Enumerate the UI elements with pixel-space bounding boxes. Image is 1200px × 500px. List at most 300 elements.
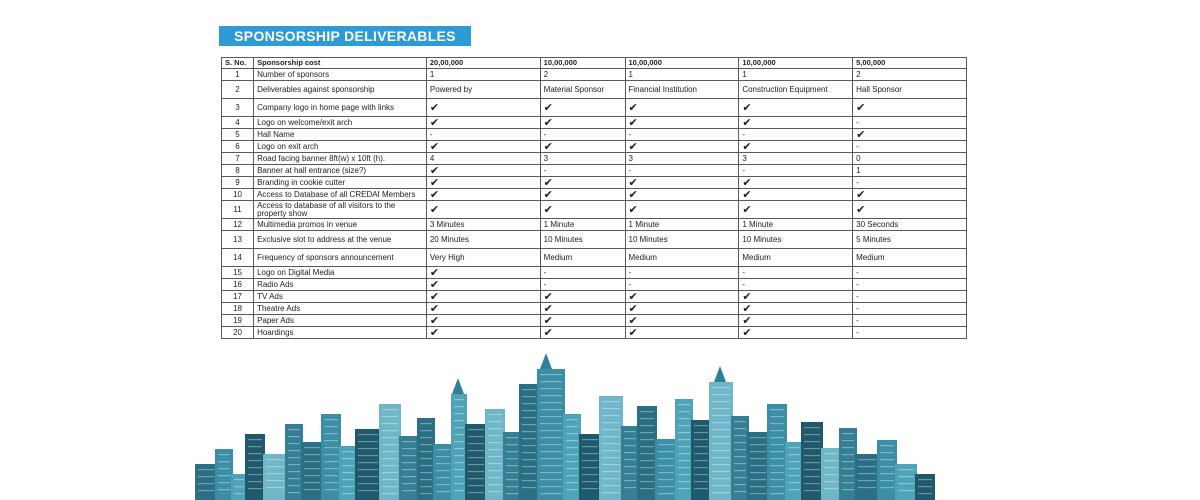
check-icon: ✔ (426, 141, 540, 153)
building-window-line (488, 442, 502, 443)
building-window-line (602, 408, 620, 409)
building-window-line (566, 475, 578, 476)
building-window-line (402, 490, 416, 491)
building-window-line (342, 486, 354, 487)
building-window-line (342, 458, 354, 459)
row-number: 6 (222, 141, 254, 153)
building-window-line (624, 466, 636, 467)
building-window-line (824, 453, 838, 454)
building-window-line (522, 410, 536, 411)
check-icon: ✔ (853, 201, 967, 219)
building-window-line (750, 472, 766, 473)
building-window-line (402, 469, 416, 470)
building-window-line (358, 462, 378, 463)
building-window-line (602, 471, 620, 472)
building-window-line (506, 437, 518, 438)
building-shape (465, 424, 487, 500)
deliverable-name: TV Ads (254, 291, 427, 303)
building-window-line (712, 457, 730, 458)
building-window-line (678, 425, 690, 426)
building-window-line (658, 493, 674, 494)
table-cell: 10 Minutes (739, 231, 853, 249)
row-number: 19 (222, 315, 254, 327)
building-window-line (540, 486, 562, 487)
building-spire (714, 366, 726, 382)
building-window-line (522, 396, 536, 397)
building-window-line (506, 465, 518, 466)
deliverable-name: Hall Name (254, 129, 427, 141)
deliverable-name: Access to Database of all CREDAI Members (254, 189, 427, 201)
deliverable-name: Frequency of sponsors announcement (254, 249, 427, 267)
row-number: 13 (222, 231, 254, 249)
column-header: 10,00,000 (625, 58, 739, 69)
check-icon: ✔ (426, 165, 540, 177)
building-window-line (582, 453, 598, 454)
city-skyline-icon (195, 354, 935, 500)
table-row (222, 69, 967, 81)
building-window-line (712, 450, 730, 451)
building-window-line (402, 455, 416, 456)
building-window-line (454, 448, 464, 449)
building-window-line (522, 466, 536, 467)
building-window-line (640, 432, 654, 433)
building-window-line (248, 453, 262, 454)
building-window-line (288, 485, 300, 486)
table-row (222, 141, 967, 153)
deliverable-name: Paper Ads (254, 315, 427, 327)
table-row (222, 201, 967, 219)
building-window-line (640, 467, 654, 468)
building-window-line (624, 452, 636, 453)
building-window-line (640, 488, 654, 489)
table-cell: - (853, 117, 967, 129)
building-window-line (420, 493, 432, 494)
building-window-line (468, 471, 484, 472)
check-icon: ✔ (426, 267, 540, 279)
building-window-line (788, 454, 800, 455)
building-window-line (842, 447, 854, 448)
building-window-line (640, 453, 654, 454)
building-window-line (678, 411, 690, 412)
check-icon: ✔ (426, 177, 540, 189)
building-window-line (712, 492, 730, 493)
table-cell: 1 Minute (625, 219, 739, 231)
building-window-line (540, 381, 562, 382)
row-number: 12 (222, 219, 254, 231)
table-cell: Medium (625, 249, 739, 267)
page-title: SPONSORSHIP DELIVERABLES (219, 26, 471, 46)
building-window-line (198, 483, 214, 484)
building-window-line (248, 474, 262, 475)
building-window-line (288, 457, 300, 458)
building-window-line (880, 452, 894, 453)
building-window-line (540, 451, 562, 452)
row-number: 8 (222, 165, 254, 177)
building-window-line (304, 482, 320, 483)
building-window-line (420, 444, 432, 445)
building-window-line (488, 456, 502, 457)
building-window-line (678, 439, 690, 440)
building-window-line (288, 450, 300, 451)
building-window-line (198, 476, 214, 477)
row-number: 3 (222, 99, 254, 117)
row-number: 11 (222, 201, 254, 219)
building-window-line (750, 437, 766, 438)
building-window-line (880, 445, 894, 446)
building-window-line (358, 455, 378, 456)
building-window-line (342, 472, 354, 473)
check-icon: ✔ (625, 315, 739, 327)
check-icon: ✔ (540, 201, 625, 219)
building-window-line (522, 424, 536, 425)
building-window-line (468, 429, 484, 430)
building-window-line (358, 441, 378, 442)
building-window-line (522, 431, 536, 432)
building-window-line (678, 446, 690, 447)
building-window-line (342, 493, 354, 494)
building-window-line (770, 430, 784, 431)
building-window-line (734, 477, 746, 478)
building-window-line (488, 484, 502, 485)
building-shape (855, 454, 879, 500)
building-window-line (248, 488, 262, 489)
building-window-line (582, 467, 598, 468)
building-window-line (804, 427, 820, 428)
table-row (222, 189, 967, 201)
building-window-line (420, 437, 432, 438)
building-window-line (750, 444, 766, 445)
table-cell: Medium (739, 249, 853, 267)
building-window-line (342, 451, 354, 452)
building-window-line (788, 461, 800, 462)
building-window-line (454, 462, 464, 463)
building-shape (215, 449, 233, 500)
building-window-line (522, 452, 536, 453)
building-window-line (712, 429, 730, 430)
building-window-line (522, 473, 536, 474)
building-window-line (522, 445, 536, 446)
table-cell: - (853, 141, 967, 153)
building-window-line (678, 404, 690, 405)
building-window-line (824, 474, 838, 475)
check-icon: ✔ (739, 189, 853, 201)
building-window-line (842, 468, 854, 469)
building-window-line (454, 420, 464, 421)
building-window-line (788, 447, 800, 448)
building-window-line (288, 492, 300, 493)
building-window-line (454, 399, 464, 400)
building-window-line (288, 464, 300, 465)
building-window-line (454, 441, 464, 442)
check-icon: ✔ (426, 279, 540, 291)
building-shape (301, 442, 323, 500)
building-window-line (734, 421, 746, 422)
check-icon: ✔ (540, 117, 625, 129)
check-icon: ✔ (426, 99, 540, 117)
building-window-line (602, 464, 620, 465)
building-window-line (898, 476, 914, 477)
building-window-line (420, 479, 432, 480)
building-window-line (454, 455, 464, 456)
check-icon: ✔ (426, 189, 540, 201)
table-row (222, 291, 967, 303)
deliverable-name: Radio Ads (254, 279, 427, 291)
building-window-line (770, 486, 784, 487)
deliverable-name: Branding in cookie cutter (254, 177, 427, 189)
building-window-line (804, 448, 820, 449)
deliverable-name: Deliverables against sponsorship (254, 81, 427, 99)
building-window-line (770, 472, 784, 473)
building-window-line (804, 462, 820, 463)
table-cell: 1 Minute (739, 219, 853, 231)
building-window-line (918, 493, 932, 494)
building-window-line (624, 438, 636, 439)
deliverable-name: Exclusive slot to address at the venue (254, 231, 427, 249)
building-window-line (382, 437, 398, 438)
building-window-line (468, 492, 484, 493)
building-window-line (420, 465, 432, 466)
building-shape (785, 442, 803, 500)
building-window-line (602, 450, 620, 451)
building-window-line (770, 458, 784, 459)
building-window-line (234, 479, 244, 480)
building-window-line (506, 458, 518, 459)
building-window-line (640, 411, 654, 412)
building-window-line (640, 474, 654, 475)
table-cell: - (739, 267, 853, 279)
check-icon: ✔ (625, 117, 739, 129)
building-window-line (454, 413, 464, 414)
table-cell: 1 (625, 69, 739, 81)
building-window-line (420, 458, 432, 459)
building-window-line (454, 434, 464, 435)
building-spire (452, 378, 464, 394)
column-header: S. No. (222, 58, 254, 69)
row-number: 2 (222, 81, 254, 99)
building-window-line (804, 434, 820, 435)
building-window-line (858, 473, 876, 474)
building-window-line (566, 419, 578, 420)
building-window-line (770, 416, 784, 417)
building-window-line (198, 490, 214, 491)
building-window-line (602, 485, 620, 486)
building-window-line (436, 463, 450, 464)
table-cell: 0 (853, 153, 967, 165)
building-window-line (582, 446, 598, 447)
building-shape (599, 396, 623, 500)
building-window-line (540, 409, 562, 410)
table-cell: - (540, 129, 625, 141)
building-shape (709, 382, 733, 500)
building-window-line (880, 466, 894, 467)
building-window-line (468, 485, 484, 486)
column-header: 5,00,000 (853, 58, 967, 69)
table-cell: 3 (739, 153, 853, 165)
building-window-line (382, 465, 398, 466)
building-window-line (324, 419, 338, 420)
building-window-line (488, 421, 502, 422)
deliverable-name: Banner at hall entrance (size?) (254, 165, 427, 177)
building-window-line (324, 454, 338, 455)
deliverable-name: Logo on exit arch (254, 141, 427, 153)
table-cell: Medium (540, 249, 625, 267)
sponsorship-table (221, 57, 967, 339)
table-row (222, 219, 967, 231)
building-window-line (288, 429, 300, 430)
building-window-line (382, 479, 398, 480)
building-window-line (248, 439, 262, 440)
building-window-line (678, 488, 690, 489)
building-window-line (624, 445, 636, 446)
building-window-line (770, 423, 784, 424)
table-row (222, 231, 967, 249)
building-window-line (658, 444, 674, 445)
building-window-line (770, 444, 784, 445)
building-window-line (382, 444, 398, 445)
building-window-line (694, 467, 708, 468)
row-number: 5 (222, 129, 254, 141)
building-window-line (750, 458, 766, 459)
building-window-line (602, 422, 620, 423)
building-window-line (640, 439, 654, 440)
building-window-line (640, 425, 654, 426)
building-window-line (734, 470, 746, 471)
table-cell: 1 (853, 165, 967, 177)
table-row (222, 177, 967, 189)
building-window-line (436, 470, 450, 471)
table-cell: 20 Minutes (426, 231, 540, 249)
table-cell: 10 Minutes (540, 231, 625, 249)
building-window-line (804, 469, 820, 470)
building-window-line (304, 468, 320, 469)
building-window-line (324, 475, 338, 476)
building-window-line (602, 457, 620, 458)
building-window-line (382, 486, 398, 487)
building-window-line (658, 472, 674, 473)
building-window-line (468, 457, 484, 458)
building-window-line (566, 440, 578, 441)
building-window-line (678, 467, 690, 468)
building-window-line (624, 459, 636, 460)
deliverable-name: Logo on Digital Media (254, 267, 427, 279)
building-window-line (402, 476, 416, 477)
building-window-line (734, 491, 746, 492)
building-window-line (602, 415, 620, 416)
table-cell: 3 Minutes (426, 219, 540, 231)
building-window-line (304, 454, 320, 455)
check-icon: ✔ (625, 177, 739, 189)
building-window-line (506, 444, 518, 445)
building-window-line (488, 428, 502, 429)
building-window-line (566, 454, 578, 455)
building-window-line (694, 425, 708, 426)
building-window-line (824, 481, 838, 482)
building-window-line (324, 482, 338, 483)
building-window-line (658, 451, 674, 452)
building-window-line (288, 471, 300, 472)
table-cell: 2 (540, 69, 625, 81)
building-window-line (304, 475, 320, 476)
building-window-line (358, 469, 378, 470)
check-icon: ✔ (739, 327, 853, 339)
building-window-line (420, 430, 432, 431)
column-header: 20,00,000 (426, 58, 540, 69)
table-cell: Medium (853, 249, 967, 267)
building-window-line (658, 458, 674, 459)
table-cell: - (853, 279, 967, 291)
building-window-line (266, 459, 284, 460)
column-header: 10,00,000 (540, 58, 625, 69)
building-window-line (582, 481, 598, 482)
check-icon: ✔ (540, 303, 625, 315)
building-window-line (804, 455, 820, 456)
building-window-line (770, 437, 784, 438)
building-window-line (918, 479, 932, 480)
building-window-line (324, 433, 338, 434)
table-row (222, 315, 967, 327)
building-window-line (218, 461, 230, 462)
building-window-line (540, 402, 562, 403)
table-cell: - (853, 177, 967, 189)
building-window-line (694, 474, 708, 475)
building-window-line (540, 388, 562, 389)
building-window-line (402, 441, 416, 442)
building-window-line (540, 395, 562, 396)
row-number: 18 (222, 303, 254, 315)
building-window-line (804, 483, 820, 484)
check-icon: ✔ (540, 291, 625, 303)
building-spire (540, 354, 552, 369)
building-window-line (858, 459, 876, 460)
building-window-line (582, 439, 598, 440)
table-cell: - (625, 267, 739, 279)
building-window-line (678, 474, 690, 475)
building-window-line (304, 447, 320, 448)
building-shape (355, 429, 381, 500)
check-icon: ✔ (426, 291, 540, 303)
building-window-line (198, 469, 214, 470)
table-cell: Hall Sponsor (853, 81, 967, 99)
building-window-line (468, 464, 484, 465)
building-window-line (658, 486, 674, 487)
building-window-line (694, 432, 708, 433)
building-window-line (694, 481, 708, 482)
table-cell: 5 Minutes (853, 231, 967, 249)
row-number: 17 (222, 291, 254, 303)
building-window-line (454, 469, 464, 470)
building-window-line (712, 394, 730, 395)
check-icon: ✔ (540, 141, 625, 153)
building-shape (621, 426, 639, 500)
check-icon: ✔ (540, 327, 625, 339)
building-window-line (358, 448, 378, 449)
table-cell: - (853, 315, 967, 327)
building-window-line (566, 461, 578, 462)
table-row (222, 165, 967, 177)
building-window-line (218, 475, 230, 476)
check-icon: ✔ (625, 201, 739, 219)
row-number: 1 (222, 69, 254, 81)
table-cell: 1 Minute (540, 219, 625, 231)
deliverable-name: Multimedia promos in venue (254, 219, 427, 231)
row-number: 16 (222, 279, 254, 291)
building-window-line (436, 484, 450, 485)
building-window-line (624, 480, 636, 481)
building-window-line (304, 489, 320, 490)
building-window-line (624, 473, 636, 474)
building-window-line (288, 436, 300, 437)
building-window-line (488, 449, 502, 450)
